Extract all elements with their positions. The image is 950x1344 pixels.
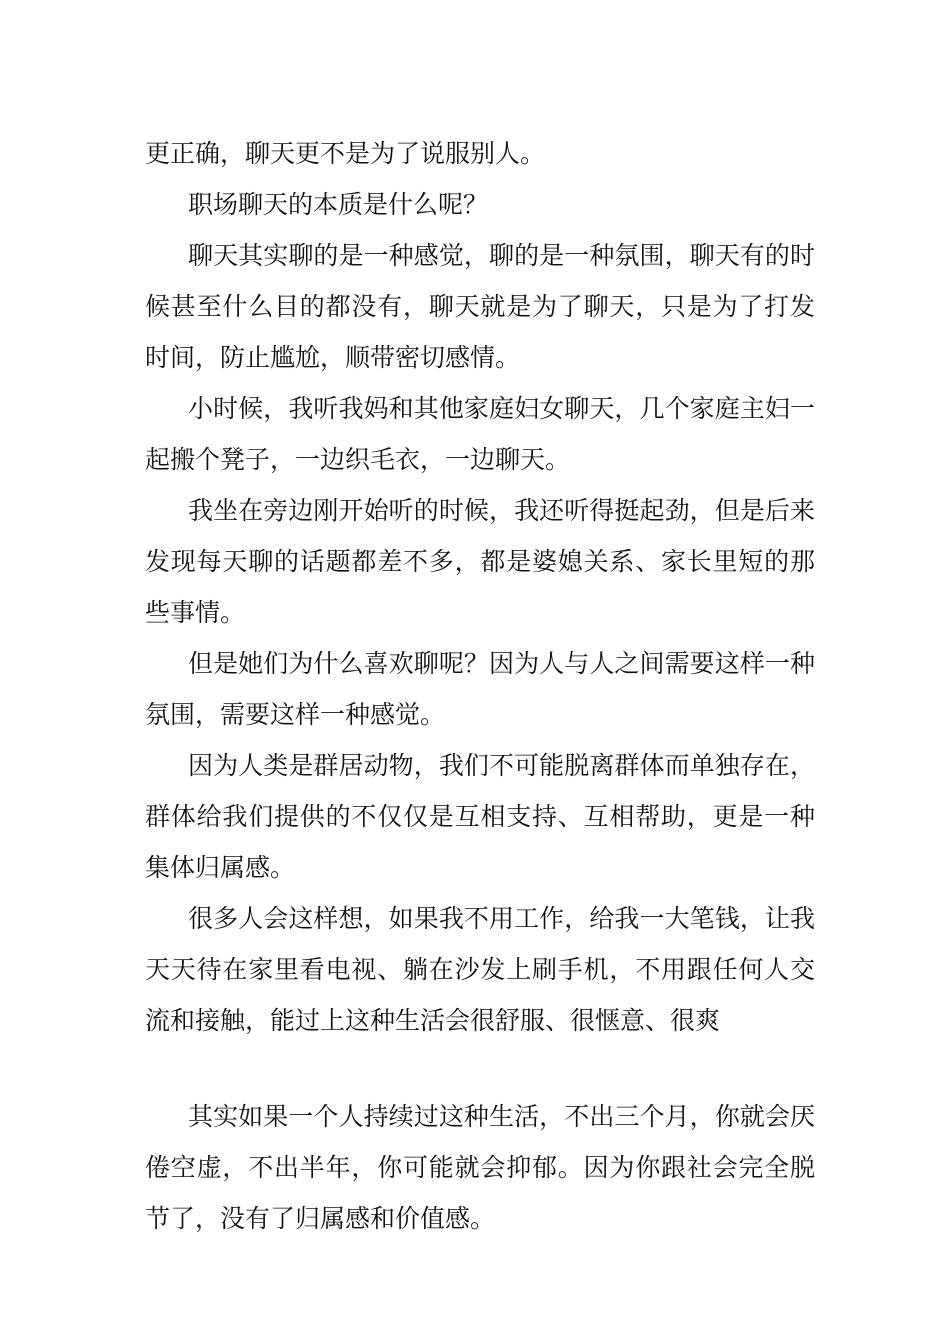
paragraph-gap xyxy=(145,1046,815,1091)
paragraph: 很多人会这样想，如果我不用工作，给我一大笔钱，让我天天待在家里看电视、躺在沙发上刷手机，不用跟任何人交流和接触，能过上这种生活会很舒服、很惬意、很爽 xyxy=(145,904,815,1035)
paragraph: 小时候，我听我妈和其他家庭妇女聊天，几个家庭主妇一起搬个凳子，一边织毛衣，一边聊天。 xyxy=(145,394,815,474)
document-body xyxy=(145,128,815,1244)
paragraph: 职场聊天的本质是什么呢？ xyxy=(188,190,489,219)
paragraph: 其实如果一个人持续过这种生活，不出三个月，你就会厌倦空虚，不出半年，你可能就会抑郁。因为你跟社会完全脱节了，没有了归属感和价值感。 xyxy=(145,1102,815,1233)
paragraph: 聊天其实聊的是一种感觉，聊的是一种氛围，聊天有的时候甚至什么目的都没有，聊天就是为了聊天，只是为了打发时间，防止尴尬，顺带密切感情。 xyxy=(145,241,815,372)
paragraph: 但是她们为什么喜欢聊呢？因为人与人之间需要这样一种氛围，需要这样一种感觉。 xyxy=(145,649,815,729)
paragraph-continued: 更正确，聊天更不是为了说服别人。 xyxy=(145,139,546,168)
paragraph: 我坐在旁边刚开始听的时候，我还听得挺起劲，但是后来发现每天聊的话题都差不多，都是婆媳关系、家长里短的那些事情。 xyxy=(145,496,815,627)
paragraph: 因为人类是群居动物，我们不可能脱离群体而单独存在，群体给我们提供的不仅仅是互相支持、互相帮助，更是一种集体归属感。 xyxy=(145,751,815,882)
